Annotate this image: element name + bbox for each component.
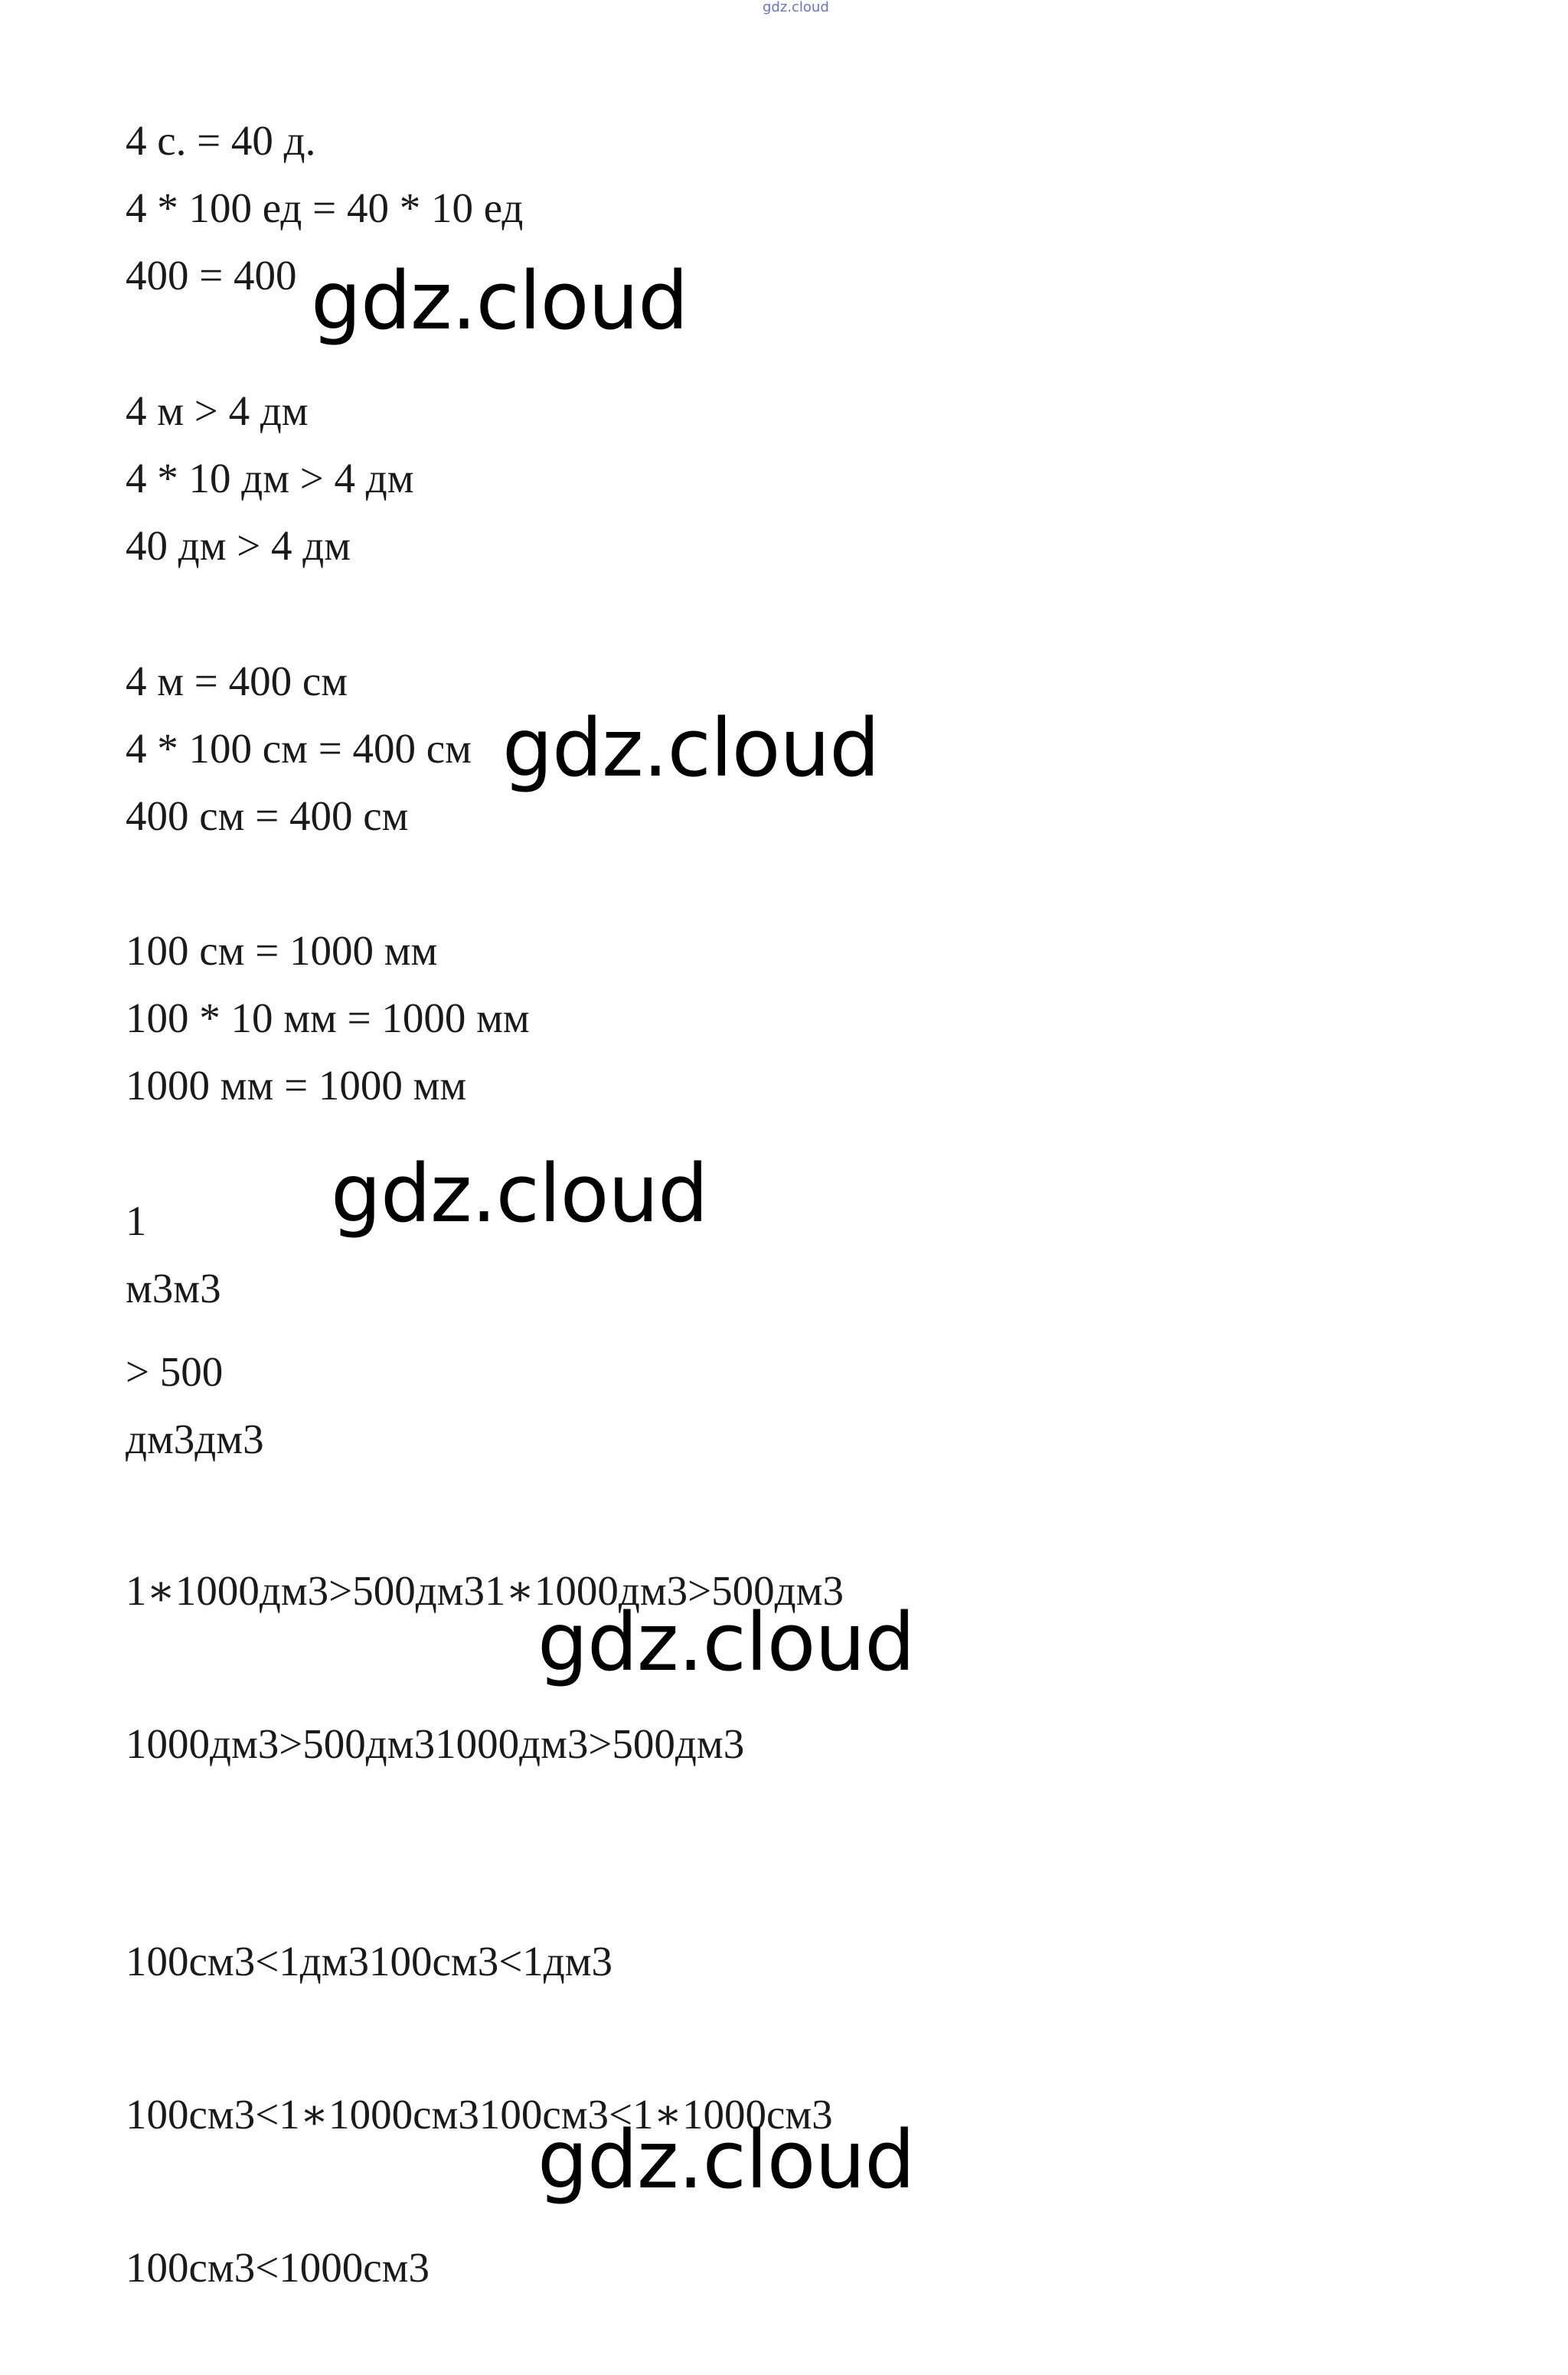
text-line-10: 100 см = 1000 мм (126, 927, 438, 974)
text-line-5: 4 * 10 дм > 4 дм (126, 455, 414, 501)
watermark-2: gdz.cloud (502, 701, 880, 795)
text-line-2: 4 * 100 ед = 40 * 10 ед (126, 185, 524, 231)
text-line-11: 100 * 10 мм = 1000 мм (126, 995, 530, 1041)
watermark-1: gdz.cloud (311, 254, 688, 348)
text-line-1: 4 с. = 40 д. (126, 117, 316, 164)
text-line-19: 100см3<1дм3100см3<1дм3 (126, 1938, 613, 1985)
text-line-15: > 500 (126, 1348, 224, 1395)
text-line-8: 4 * 100 см = 400 см (126, 725, 472, 772)
text-line-17: 1∗1000дм3>500дм31∗1000дм3>500дм3 (126, 1567, 844, 1614)
text-line-20: 100см3<1∗1000см3100см3<1∗1000см3 (126, 2091, 833, 2138)
text-line-13: 1 (126, 1197, 147, 1244)
text-line-7: 4 м = 400 см (126, 658, 348, 704)
text-line-12: 1000 мм = 1000 мм (126, 1062, 467, 1109)
watermark-4: gdz.cloud (537, 1596, 915, 1689)
text-line-14: м3м3 (126, 1265, 221, 1312)
header-watermark: gdz.cloud (763, 0, 829, 15)
text-line-6: 40 дм > 4 дм (126, 522, 351, 569)
watermark-5: gdz.cloud (537, 2113, 915, 2207)
text-line-21: 100см3<1000см3 (126, 2244, 430, 2291)
watermark-3: gdz.cloud (331, 1147, 708, 1240)
text-line-16: дм3дм3 (126, 1416, 264, 1462)
text-line-3: 400 = 400 (126, 252, 297, 299)
text-line-4: 4 м > 4 дм (126, 387, 309, 434)
text-line-18: 1000дм3>500дм31000дм3>500дм3 (126, 1720, 745, 1767)
text-line-9: 400 см = 400 см (126, 792, 409, 839)
